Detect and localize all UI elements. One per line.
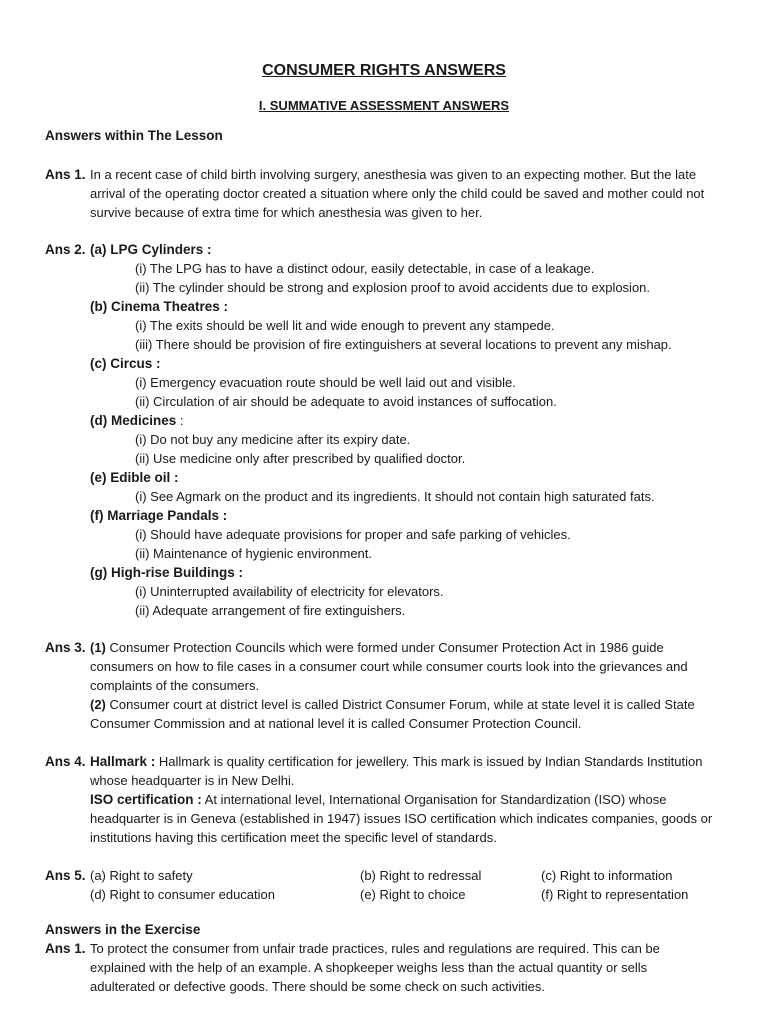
list-item: (ii) Use medicine only after prescribed by qualified doctor. <box>135 451 466 466</box>
exercise-answer-1 <box>45 939 725 996</box>
term-heading: ISO certification : <box>90 792 202 807</box>
list-item: (ii) Maintenance of hygienic environment. <box>135 546 373 561</box>
item-heading: (a) LPG Cylinders : <box>90 242 212 257</box>
paragraph-number: (2) <box>90 697 106 712</box>
right-item: (b) Right to redressal <box>360 868 482 883</box>
paragraph-text: Consumer Protection Councils which were formed under Consumer Protection Act in 1986 guide consumers on how to file cases in a consumer court while consumer courts look into the grievances and complaints of the consumers. <box>90 640 688 693</box>
rights-row <box>90 885 715 904</box>
answer-4 <box>45 752 725 847</box>
answer-paragraph <box>90 695 715 733</box>
list-item: (i) The LPG has to have a distinct odour, easily detectable, in case of a leakage. <box>135 261 595 276</box>
answer-3 <box>45 638 725 733</box>
answer-2 <box>45 240 725 620</box>
item-heading-suffix: : <box>176 413 184 428</box>
page-title: CONSUMER RIGHTS ANSWERS <box>262 62 506 79</box>
answer-body <box>90 240 715 620</box>
right-item: (d) Right to consumer education <box>90 887 275 902</box>
right-item: (e) Right to choice <box>360 887 466 902</box>
section-heading-lesson: Answers within The Lesson <box>45 128 223 143</box>
item-heading: (c) Circus : <box>90 356 161 371</box>
answer-body <box>90 752 715 847</box>
item-heading: (d) Medicines <box>90 413 177 428</box>
answer-label: Ans 3. <box>45 640 86 655</box>
answer-label: Ans 5. <box>45 868 86 883</box>
rights-grid <box>90 866 715 904</box>
paragraph-number: (1) <box>90 640 106 655</box>
answer-paragraph <box>90 752 715 790</box>
answer-5 <box>45 866 725 904</box>
answer-text: In a recent case of child birth involving surgery, anesthesia was given to an expecting mother. But the late arrival of the operating doctor created a situation where only the child could be saved and mother could not survive because of extra time for which anesthesia was given to her. <box>90 167 705 220</box>
list-item: (ii) Circulation of air should be adequate to avoid instances of suffocation. <box>135 394 557 409</box>
term-heading: Hallmark : <box>90 754 156 769</box>
paragraph-text: Hallmark is quality certification for jewellery. This mark is issued by Indian Standards Institution whose headquarter is in New Delhi. <box>90 754 703 788</box>
answer-label: Ans 1. <box>45 941 86 956</box>
list-item: (i) The exits should be well lit and wide enough to prevent any stampede. <box>135 318 555 333</box>
item-heading: (g) High-rise Buildings : <box>90 565 243 580</box>
item-heading-row <box>90 411 715 430</box>
answer-label: Ans 2. <box>45 242 86 257</box>
right-item: (c) Right to information <box>541 868 673 883</box>
list-item: (i) Do not buy any medicine after its expiry date. <box>135 432 411 447</box>
item-heading: (b) Cinema Theatres : <box>90 299 229 314</box>
list-item: (ii) The cylinder should be strong and explosion proof to avoid accidents due to explosion. <box>135 280 651 295</box>
answer-1 <box>45 165 725 222</box>
list-item: (iii) There should be provision of fire extinguishers at several locations to prevent any mishap. <box>135 337 672 352</box>
list-item: (ii) Adequate arrangement of fire extinguishers. <box>135 603 406 618</box>
list-item: (i) See Agmark on the product and its ingredients. It should not contain high saturated fats. <box>135 489 655 504</box>
answer-label: Ans 4. <box>45 754 86 769</box>
paragraph-text: At international level, International Organisation for Standardization (ISO) whose headquarter is in Geneva (established in 1947) issues ISO certification which indicates companies, goods or institutions having this certification meet the specific level of standards. <box>90 792 713 845</box>
list-item: (i) Should have adequate provisions for proper and safe parking of vehicles. <box>135 527 571 542</box>
answer-text: To protect the consumer from unfair trade practices, rules and regulations are required. This can be explained with the help of an example. A shopkeeper weighs less than the actual quantity or sells adulterated or defective goods. There should be some check on such activities. <box>90 941 660 994</box>
list-item: (i) Uninterrupted availability of electricity for elevators. <box>135 584 444 599</box>
page-subtitle: I. SUMMATIVE ASSESSMENT ANSWERS <box>258 98 510 113</box>
answer-paragraph <box>90 790 715 847</box>
rights-row <box>90 866 715 885</box>
section-heading-exercise: Answers in the Exercise <box>45 922 201 937</box>
right-item: (a) Right to safety <box>90 868 193 883</box>
right-item: (f) Right to representation <box>541 887 689 902</box>
paragraph-text: Consumer court at district level is called District Consumer Forum, while at state level it is called State Consumer Commission and at national level it is called Consumer Protection Council. <box>90 697 695 731</box>
answer-body <box>90 638 715 733</box>
answer-label: Ans 1. <box>45 167 86 182</box>
item-heading: (f) Marriage Pandals : <box>90 508 228 523</box>
list-item: (i) Emergency evacuation route should be well laid out and visible. <box>135 375 516 390</box>
answer-paragraph <box>90 638 715 695</box>
item-heading: (e) Edible oil : <box>90 470 179 485</box>
